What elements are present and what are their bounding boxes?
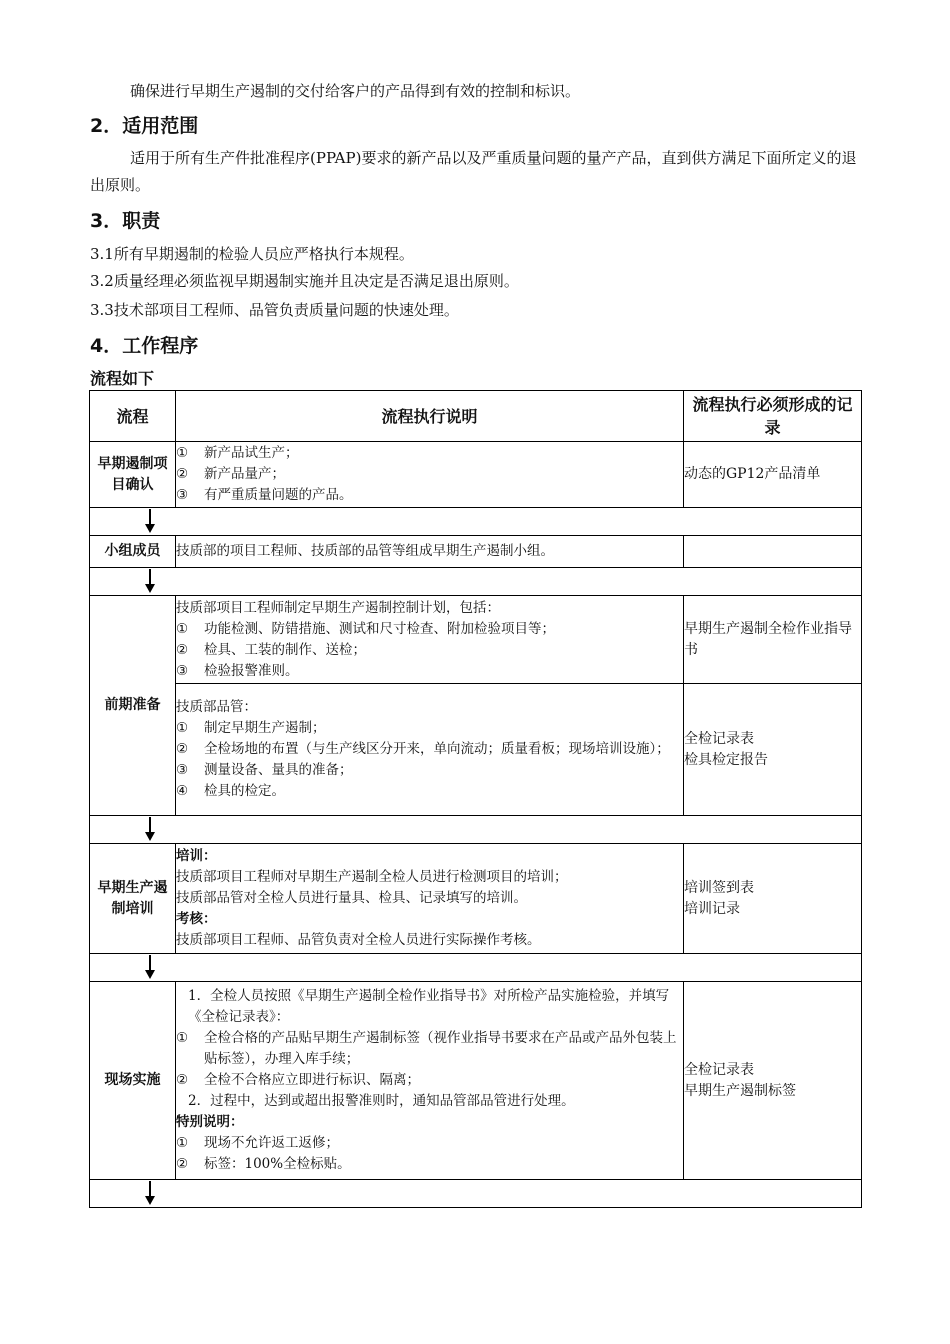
section2-heading: 2．适用范围 (90, 115, 199, 137)
stage-onsite: 现场实施 (90, 982, 176, 1180)
header-record: 流程执行必须形成的记录 (684, 391, 862, 442)
table-row (90, 982, 862, 1180)
table-row (90, 684, 862, 816)
record-prep-2: 全检记录表 检具检定报告 (684, 684, 862, 816)
section2-text: 适用于所有生产件批准程序(PPAP)要求的新产品以及严重质量问题的量产产品，直到供方满足下面所定义的退出原则。 (90, 149, 857, 194)
table-header-row (90, 391, 862, 442)
desc-prep-2: 技质部品管： ① 制定早期生产遏制； ② 全检场地的布置（与生产线区分开来，单向流动；质量看板；现场培训设施）； ③ 测量设备、量具的准备； ④ 检具的检定。 (176, 684, 684, 816)
down-arrow-icon (145, 1181, 155, 1206)
stage-prep: 前期准备 (90, 596, 176, 816)
flow-label: 流程如下 (90, 369, 155, 388)
record-team (684, 536, 862, 568)
intro-text: 确保进行早期生产遏制的交付给客户的产品得到有效的控制和标识。 (130, 82, 581, 100)
table-row (90, 442, 862, 508)
section3-item-2: 3.2质量经理必须监视早期遏制实施并且决定是否满足退出原则。 (90, 272, 519, 290)
record-training: 培训签到表 培训记录 (684, 844, 862, 954)
desc-team: 技质部的项目工程师、技质部的品管等组成早期生产遏制小组。 (176, 536, 684, 568)
arrow-row (90, 508, 862, 536)
section4-heading: 4．工作程序 (90, 335, 199, 357)
down-arrow-icon (145, 817, 155, 842)
record-onsite: 全检记录表 早期生产遏制标签 (684, 982, 862, 1180)
arrow-row (90, 816, 862, 844)
desc-confirm: ① 新产品试生产； ② 新产品量产； ③ 有严重质量问题的产品。 (176, 442, 684, 508)
desc-onsite: 1．全检人员按照《早期生产遏制全检作业指导书》对所检产品实施检验，并填写《全检记录表》： ① 全检合格的产品贴早期生产遏制标签（视作业指导书要求在产品或产品外包装上贴标签），办理入库手续； ② 全检不合格应立即进行标识、隔离； 2．过程中，达到或超出报警准则时，通知品管部品管进行处理。 特别说明： ① 现场不允许返工返修； ② 标签：100%全检标贴。 (176, 982, 684, 1180)
desc-prep-1: 技质部项目工程师制定早期生产遏制控制计划，包括： ① 功能检测、防错措施、测试和尺寸检查、附加检验项目等； ② 检具、工装的制作、送检； ③ 检验报警准则。 (176, 596, 684, 684)
stage-confirm: 早期遏制项目确认 (90, 442, 176, 508)
flow-table (89, 390, 862, 1208)
section3-item-3: 3.3技术部项目工程师、品管负责质量问题的快速处理。 (90, 301, 459, 319)
down-arrow-icon (145, 955, 155, 980)
record-confirm: 动态的GP12产品清单 (684, 442, 862, 508)
table-row (90, 596, 862, 684)
down-arrow-icon (145, 569, 155, 594)
stage-team: 小组成员 (90, 536, 176, 568)
table-row (90, 844, 862, 954)
arrow-row (90, 568, 862, 596)
header-stage: 流程 (90, 391, 176, 442)
stage-training: 早期生产遏制培训 (90, 844, 176, 954)
record-prep-1: 早期生产遏制全检作业指导书 (684, 596, 862, 684)
down-arrow-icon (145, 509, 155, 534)
section3-heading: 3．职责 (90, 210, 161, 232)
desc-training: 培训： 技质部项目工程师对早期生产遏制全检人员进行检测项目的培训； 技质部品管对全检人员进行量具、检具、记录填写的培训。 考核： 技质部项目工程师、品管负责对全检人员进行实际操作考核。 (176, 844, 684, 954)
section3-item-1: 3.1所有早期遏制的检验人员应严格执行本规程。 (90, 245, 414, 263)
arrow-row (90, 954, 862, 982)
arrow-row (90, 1180, 862, 1208)
table-row (90, 536, 862, 568)
header-desc: 流程执行说明 (176, 391, 684, 442)
